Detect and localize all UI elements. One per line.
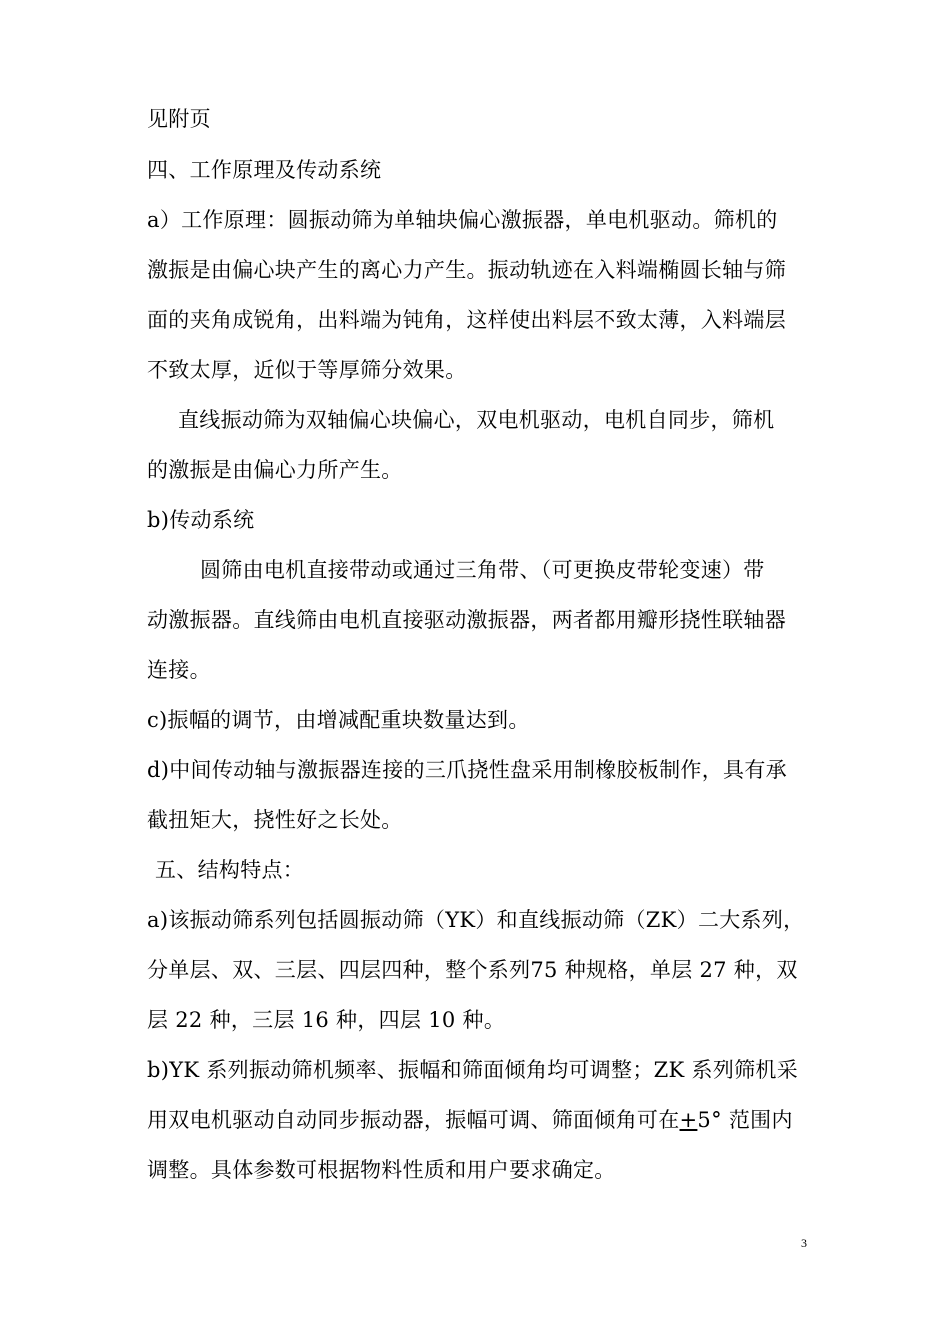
text-line: 面的夹角成锐角，出料端为钝角，这样使出料层不致太薄，入料端层 — [147, 308, 786, 332]
text-line: 圆筛由电机直接带动或通过三角带、（可更换皮带轮变速）带 — [200, 558, 765, 582]
text-line: 激振是由偏心块产生的离心力产生。振动轨迹在入料端椭圆长轴与筛 — [147, 258, 786, 282]
text-line: 调整。具体参数可根据物料性质和用户要求确定。 — [147, 1158, 616, 1182]
text-line-tilt-range — [147, 1106, 793, 1134]
text-line: 动激振器。直线筛由电机直接驱动激振器，两者都用瓣形挠性联轴器 — [147, 608, 786, 632]
subheading-b: b)传动系统 — [147, 508, 255, 532]
text-line: 直线振动筛为双轴偏心块偏心，双电机驱动，电机自同步，筛机 — [178, 408, 775, 432]
text-line: a）工作原理：圆振动筛为单轴块偏心激振器，单电机驱动。筛机的 — [147, 208, 778, 232]
text-line: 不致太厚，近似于等厚筛分效果。 — [147, 358, 467, 382]
text-line: 的激振是由偏心力所产生。 — [147, 458, 403, 482]
text-line: 层 22 种，三层 16 种，四层 10 种。 — [147, 1008, 506, 1032]
section-heading-5: 五、结构特点： — [155, 858, 305, 882]
text-line: a)该振动筛系列包括圆振动筛（YK）和直线振动筛（ZK）二大系列， — [147, 908, 805, 932]
subheading-d: d)中间传动轴与激振器连接的三爪挠性盘采用制橡胶板制作，具有承 — [147, 758, 787, 782]
text-line: 截扭矩大，挠性好之长处。 — [147, 808, 403, 832]
section-heading-4: 四、工作原理及传动系统 — [147, 158, 382, 182]
plus-minus-symbol: + — [679, 1108, 698, 1132]
text-segment: 用双电机驱动自动同步振动器，振幅可调、筛面倾角可在 — [147, 1108, 680, 1132]
text-segment: 5° 范围内 — [697, 1108, 793, 1132]
text-line-appendix: 见附页 — [147, 107, 211, 131]
text-line: b)YK 系列振动筛机频率、振幅和筛面倾角均可调整；ZK 系列筛机采 — [147, 1058, 799, 1082]
text-line: 分单层、双、三层、四层四种，整个系列75 种规格，单层 27 种，双 — [147, 958, 798, 982]
text-line: 连接。 — [147, 658, 211, 682]
page-number: 3 — [801, 1236, 807, 1250]
subheading-c: c)振幅的调节，由增减配重块数量达到。 — [147, 708, 530, 732]
